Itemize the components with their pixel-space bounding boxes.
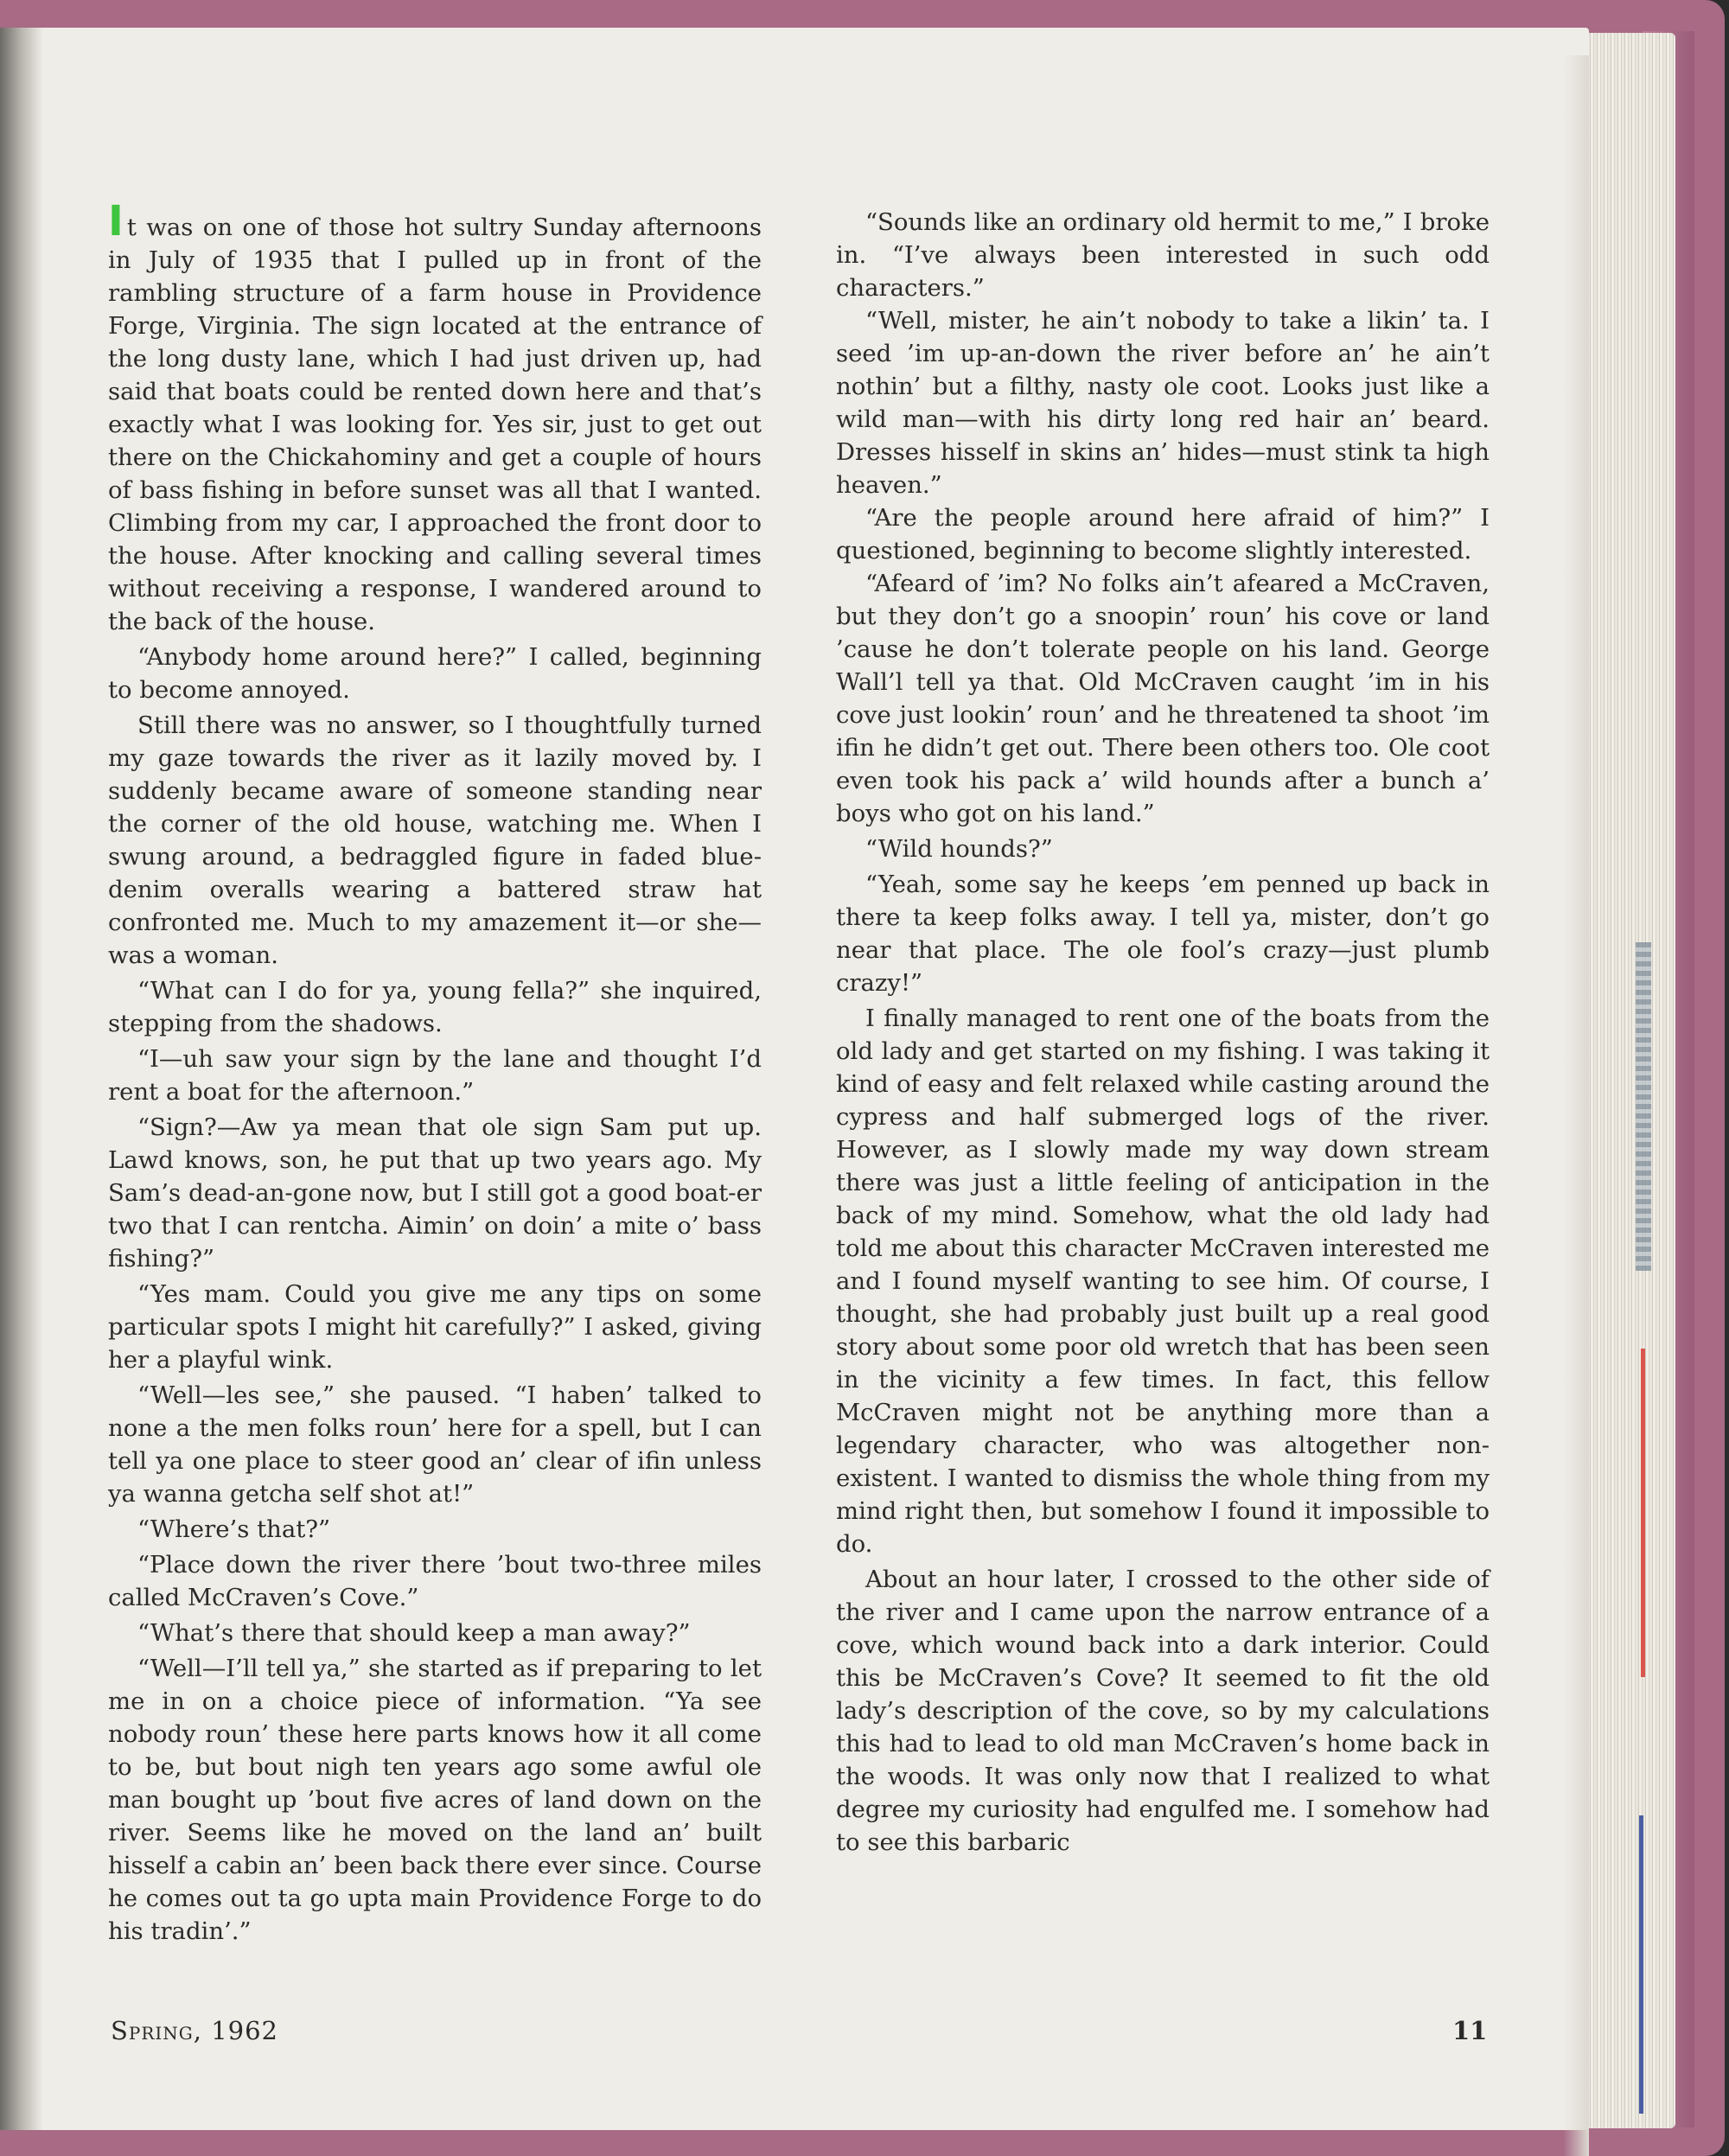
text-column-left (108, 197, 762, 1948)
page-number: 11 (1452, 2016, 1488, 2045)
paragraph: Still there was no answer, so I thoughtfully turned my gaze towards the river as it lazily moved by. I suddenly became aware of someone standing near the corner of the old house, watching me. When I swung around, a bedraggled figure in faded blue-denim overalls wearing a battered straw hat confronted me. Much to my amazement it—or she—was a woman. (108, 711, 762, 969)
paragraph: “Yes mam. Could you give me any tips on some particular spots I might hit carefully?” I asked, giving her a playful wink. (108, 1280, 762, 1374)
paragraph: “Place down the river there ’bout two-three miles called McCraven’s Cove.” (108, 1551, 762, 1611)
paragraph: “Well, mister, he ain’t nobody to take a likin’ ta. I seed ’im up-an-down the river before an’ he ain’t nothin’ but a filthy, nasty ole coot. Looks just like a wild man—with his dirty long red hair an’ beard. Dresses hisself in skins an’ hides—must stink ta high heaven.” (836, 307, 1490, 499)
fore-edge-print-bleed (1636, 942, 1651, 1271)
paragraph: About an hour later, I crossed to the other side of the river and I came upon the narrow entrance of a cove, which wound back into a dark interior. Could this be McCraven’s Cove? It seemed to fit the old lady’s description of the cove, so by my calculations this had to lead to old man McCraven’s home back in the woods. It was only now that I realized to what degree my curiosity had engulfed me. I somehow had to see this barbaric (836, 1566, 1490, 1856)
paragraph: “Well—les see,” she paused. “I haben’ talked to none a the men folks roun’ here for a spell, but I can tell ya one place to steer good an’ clear of ifin unless ya wanna getcha self shot at!” (108, 1381, 762, 1508)
paragraph (108, 197, 762, 638)
text-column-right (836, 206, 1490, 1859)
page-edge-shading (1563, 55, 1589, 2156)
paragraph: “Where’s that?” (137, 1515, 331, 1543)
paragraph: “Yeah, some say he keeps ’em penned up back in there ta keep folks away. I tell ya, mister, don’t go near that place. The ole fool’s crazy—just plumb crazy!” (836, 871, 1490, 997)
paragraph: “Sounds like an ordinary old hermit to me,” I broke in. “I’ve always been interested in such odd characters.” (836, 208, 1490, 302)
drop-cap: I (108, 197, 124, 246)
paragraph: “Are the people around here afraid of him?” I questioned, beginning to become slightly interested. (836, 504, 1490, 565)
paragraph: “What’s there that should keep a man away?” (137, 1619, 691, 1647)
paragraph: “Anybody home around here?” I called, beginning to become annoyed. (108, 643, 762, 704)
paragraph: “Well—I’ll tell ya,” she started as if preparing to let me in on a choice piece of information. “Ya see nobody roun’ these here parts knows how it all come to be, but bout nigh ten years ago some awful ole man bought up ’bout five acres of land down on the river. Seems like he moved on the land an’ built hisself a cabin an’ been back there ever since. Course he comes out ta go upta main Providence Forge to do his tradin’.” (108, 1655, 762, 1945)
fore-edge-red-mark (1641, 1349, 1645, 1677)
paragraph: “What can I do for ya, young fella?” she inquired, stepping from the shadows. (108, 977, 762, 1037)
issue-footer: Spring, 1962 (111, 2016, 278, 2045)
fore-edge-blue-mark (1639, 1815, 1643, 2114)
paragraph: “I—uh saw your sign by the lane and thought I’d rent a boat for the afternoon.” (108, 1045, 762, 1106)
paragraph: “Sign?—Aw ya mean that ole sign Sam put up. Lawd knows, son, he put that up two years ago. My Sam’s dead-an-gone now, but I still got a good boat-er two that I can rentcha. Aimin’ on doin’ a mite o’ bass fishing?” (108, 1113, 762, 1273)
paragraph: “Afeard of ’im? No folks ain’t afeared a McCraven, but they don’t go a snoopin’ roun’ his cove or land ’cause he don’t tolerate people on his land. George Wall’l tell ya that. Old McCraven caught ’im in his cove just lookin’ roun’ and he threatened ta shoot ’im ifin he didn’t get out. There been others too. Ole coot even took his pack a’ wild hounds after a bunch a’ boys who got on his land.” (836, 570, 1490, 827)
paragraph-text: t was on one of those hot sultry Sunday afternoons in July of 1935 that I pulled up in front of the rambling structure of a farm house in Providence Forge, Virginia. The sign located at the entrance of the long dusty lane, which I had just driven up, had said that boats could be rented down here and that’s exactly what I was looking for. Yes sir, just to get out there on the Chickahominy and get a couple of hours of bass fishing in before sunset was all that I wanted. Climbing from my car, I approached the front door to the house. After knocking and calling several times without receiving a response, I wandered around to the back of the house. (108, 214, 762, 635)
page-stack-edge (1580, 33, 1675, 2128)
paragraph: “Wild hounds?” (865, 835, 1053, 863)
gutter-shadow (0, 28, 43, 2130)
paragraph: I finally managed to rent one of the boats from the old lady and get started on my fishing. I was taking it kind of easy and felt relaxed while casting around the cypress and half submerged logs of the river. However, as I slowly made my way down stream there was just a little feeling of anticipation in the back of my mind. Somehow, what the old lady had told me about this character McCraven interested me and I found myself wanting to see him. Of course, I thought, she had probably just built up a real good story about some poor old wretch that has been seen in the vicinity a few times. In fact, this fellow McCraven might not be anything more than a legendary character, who was altogether non-existent. I wanted to dismiss the whole thing from my mind right then, but somehow I found it impossible to do. (836, 1005, 1490, 1558)
